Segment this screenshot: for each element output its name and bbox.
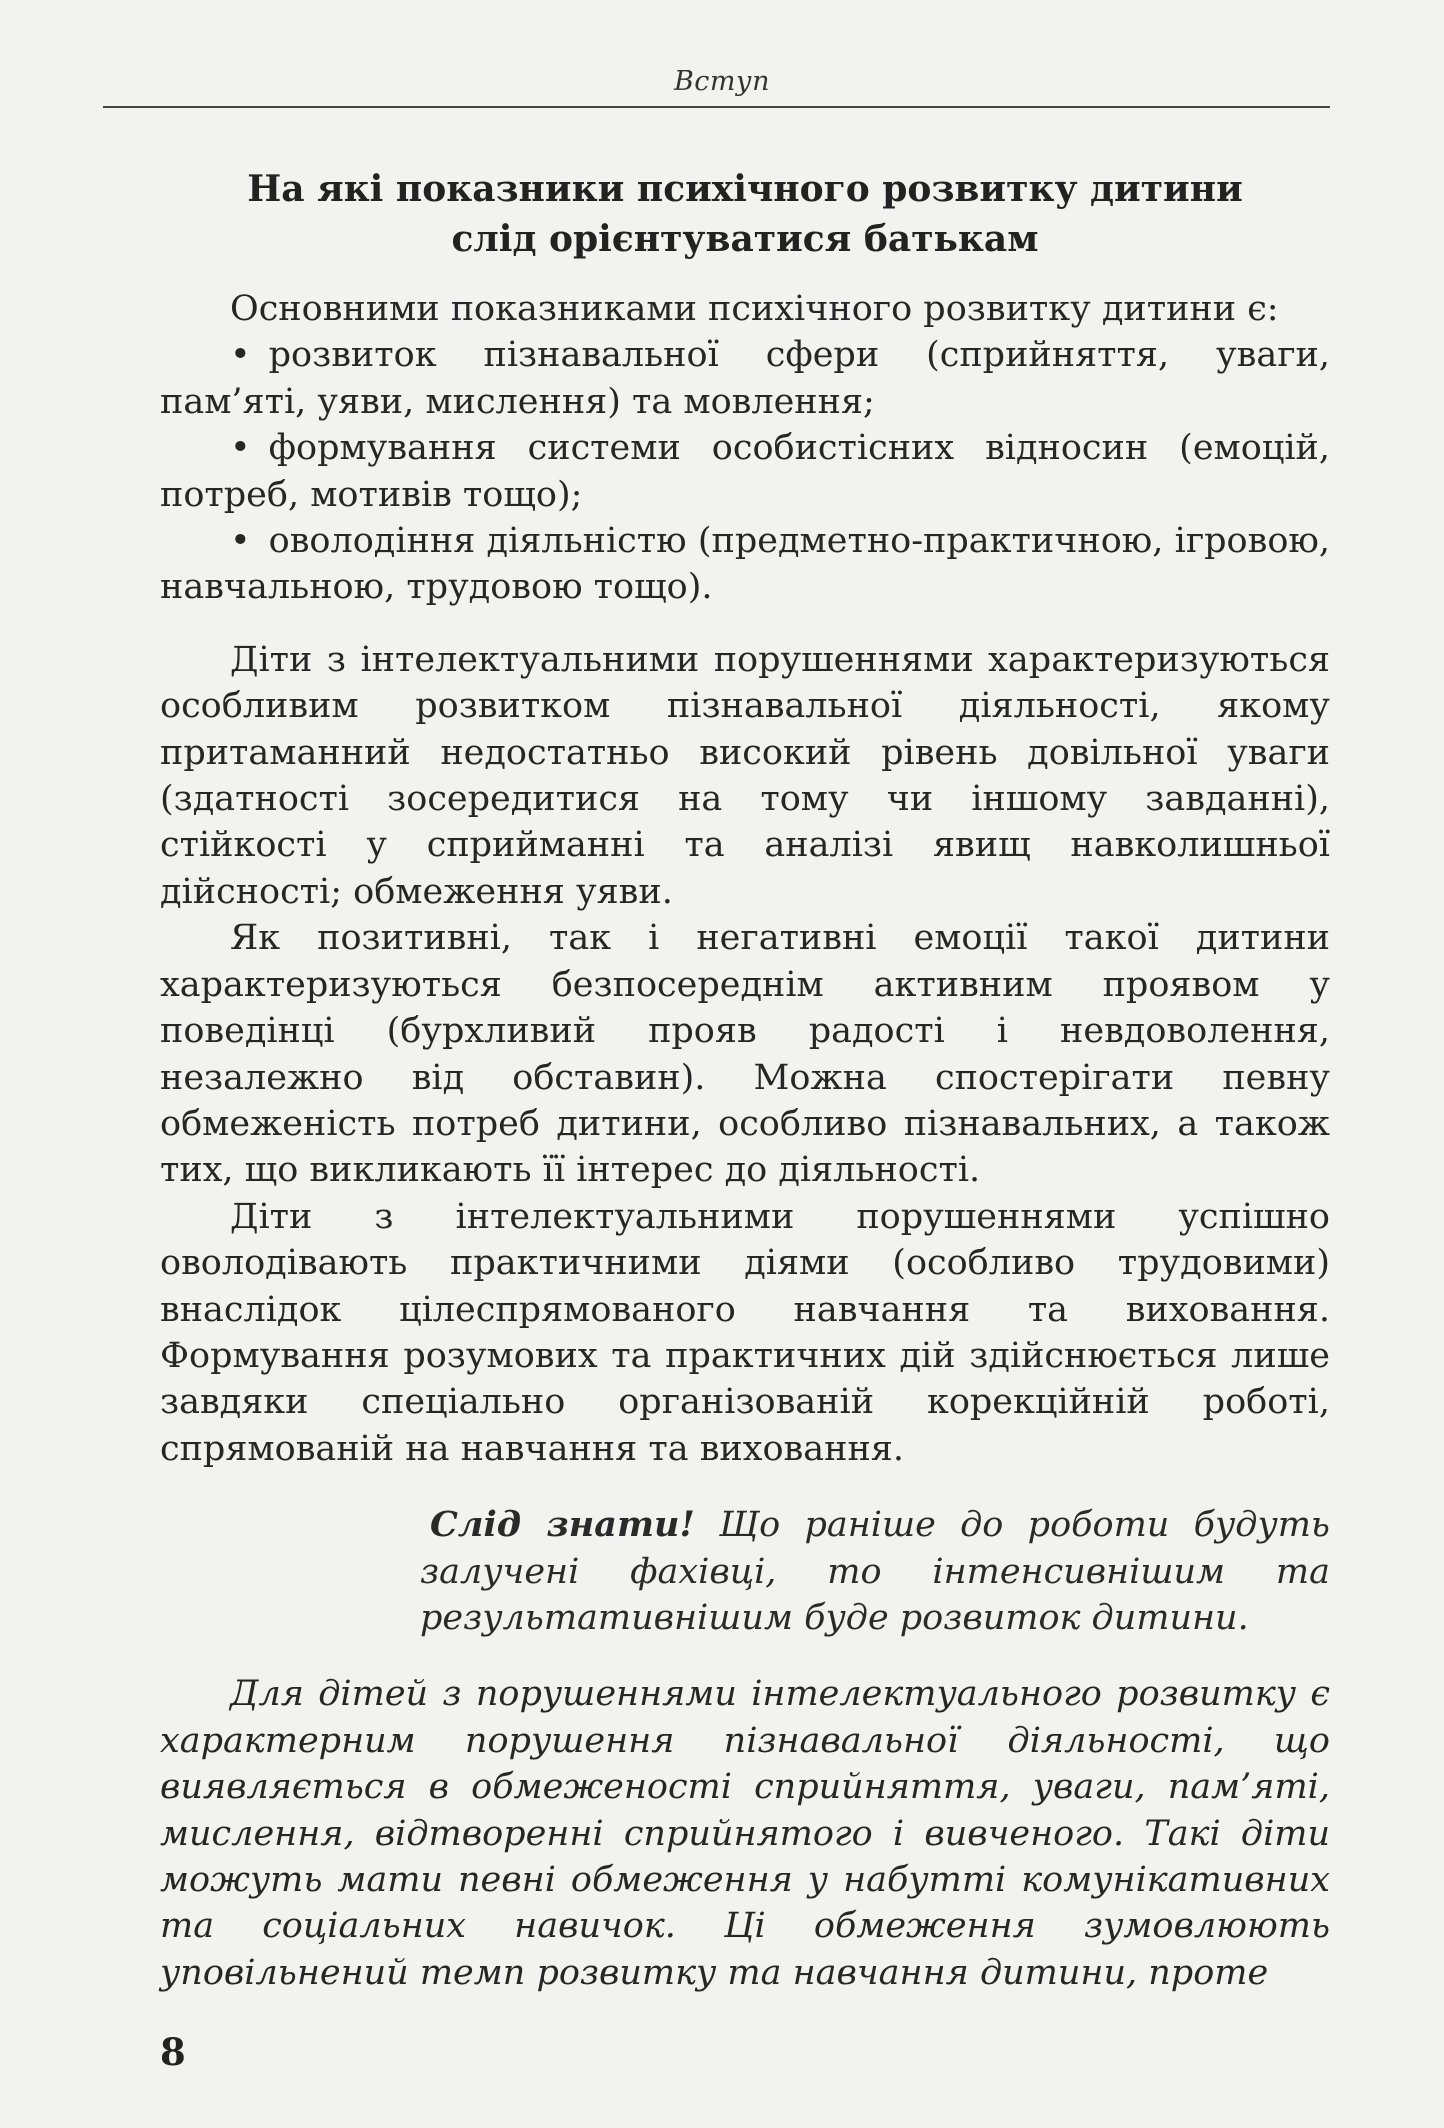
bullet-icon: • bbox=[230, 521, 251, 562]
page-number: 8 bbox=[160, 2030, 186, 2074]
list-item bbox=[160, 518, 1330, 611]
callout-note-lead: Слід знати! bbox=[430, 1504, 695, 1546]
callout-note bbox=[420, 1502, 1330, 1641]
intro-paragraph: Основними показниками психічного розвитку дитини є: bbox=[230, 289, 1279, 329]
section-heading-line-2: слід орієнтуватися батькам bbox=[451, 218, 1039, 260]
bullet-icon: • bbox=[230, 428, 251, 469]
body-paragraph: Діти з інтелектуальними порушеннями успішно оволодівають практичними діями (особливо трудовими) внаслідок цілеспрямованого навчання та виховання. Формування розумових та практичних дій здійснюється лише завдяки спеціально організованій корекційній роботі, спрямованій на навчання та виховання. bbox=[160, 1196, 1330, 1469]
list-item-text: формування системи особистісних відносин (емоцій, потреб, мотивів тощо); bbox=[160, 428, 1330, 515]
section-heading-line-1: На які показники психічного розвитку дитини bbox=[247, 168, 1243, 210]
bullet-icon: • bbox=[230, 335, 251, 376]
list-item bbox=[160, 425, 1330, 518]
body-paragraph: Як позитивні, так і негативні емоції такої дитини характеризуються безпосереднім активним проявом у поведінці (бурхливий прояв радості і невдоволення, незалежно від обставин). Можна спостерігати певну обмеженість потреб дитини, особливо пізнавальних, а також тих, що викликають її інтерес до діяльності. bbox=[160, 918, 1330, 1191]
page-content bbox=[160, 150, 1330, 1996]
italic-paragraph: Для дітей з порушеннями інтелектуального розвитку є характерним порушення пізнавальної діяльності, що виявляється в обмеженості сприйняття, уваги, пам’яті, мислення, відтворенні сприйнятого і вивченого. Такі діти можуть мати певні обмеження у набутті комунікативних та соціальних навичок. Ці обмеження зумовлюють уповільнений темп розвитку та навчання дитини, проте bbox=[160, 1674, 1330, 1993]
section-heading bbox=[160, 164, 1330, 264]
header-rule bbox=[103, 106, 1330, 108]
callout-note-text: Що раніше до роботи будуть залучені фахівці, то інтенсивнішим та результативнішим буде розвиток дитини. bbox=[420, 1505, 1330, 1638]
spacer bbox=[160, 611, 1330, 637]
indicator-list bbox=[160, 332, 1330, 610]
running-head: Вступ bbox=[673, 66, 771, 97]
list-item-text: оволодіння діяльністю (предметно-практичною, ігровою, навчальною, трудовою тощо). bbox=[160, 521, 1330, 608]
body-paragraph: Діти з інтелектуальними порушеннями характеризуються особливим розвитком пізнавальної діяльності, якому притаманний недостатньо високий рівень довільної уваги (здатності зосередитися на тому чи іншому завданні), стійкості у сприйманні та аналізі явищ навколишньої дійсності; обмеження уяви. bbox=[160, 639, 1330, 912]
list-item-text: розвиток пізнавальної сфери (сприйняття, уваги, пам’яті, уяви, мислення) та мовлення; bbox=[160, 335, 1330, 422]
list-item bbox=[160, 332, 1330, 425]
